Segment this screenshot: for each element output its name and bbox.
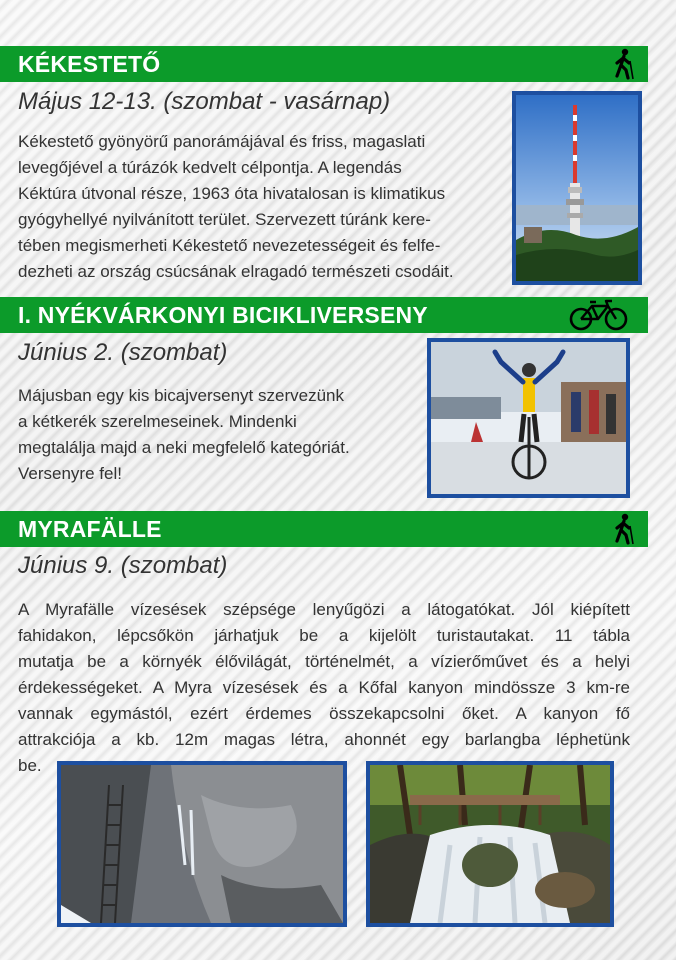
text-line: érdekességeket. A Myra vízesések és a Kőfal kanyon mindössze 3 km-re xyxy=(18,678,630,697)
text-line: a kétkerék szerelmeseinek. Mindenki xyxy=(18,412,297,431)
event-description xyxy=(18,383,418,487)
text-line: Májusban egy kis bicajversenyt szervezünk xyxy=(18,386,344,405)
text-line: megtalálja majd a neki megfelelő kategóriát. xyxy=(18,438,350,457)
waterfall-photo xyxy=(366,761,614,927)
text-line: Kékestető gyönyörű panorámájával és friss, magaslati xyxy=(18,132,426,151)
event-date: Május 12-13. (szombat - vasárnap) xyxy=(18,88,391,115)
hiker-icon xyxy=(610,48,638,90)
text-line: gyógyhellyé nyilvánított terület. Szervezett túránk kere- xyxy=(18,210,431,229)
section-title: I. NYÉKVÁRKONYI BICIKLIVERSENY xyxy=(18,302,428,328)
canyon-ladder-photo xyxy=(57,761,347,927)
text-line: vannak egymástól, ezért érdemes összekapcsolni őket. A kanyon fő xyxy=(18,704,630,723)
event-description xyxy=(18,597,630,779)
text-line: attrakciója a kb. 12m magas létra, ahonnét egy barlangba léphetünk xyxy=(18,730,630,749)
event-date: Június 2. (szombat) xyxy=(18,339,228,366)
bicycle-icon xyxy=(568,298,630,342)
text-line: fahidakon, lépcsőkön járhatjuk be a kijelölt turistautakat. 11 tábla xyxy=(18,626,630,645)
section-title: KÉKESTETŐ xyxy=(18,51,161,77)
event-description xyxy=(18,129,508,285)
text-line: Versenyre fel! xyxy=(18,464,122,483)
text-line: A Myrafälle vízesések szépsége lenyűgözi a látogatókat. Jól kiépített xyxy=(18,600,630,619)
hiker-icon xyxy=(610,513,638,555)
section-banner-kekesteto xyxy=(0,46,648,82)
text-line: levegőjével a túrázók kedvelt célpontja. A legendás xyxy=(18,158,402,177)
text-line: Kéktúra útvonal része, 1963 óta hivatalosan is klimatikus xyxy=(18,184,446,203)
event-date: Június 9. (szombat) xyxy=(18,552,228,579)
tv-tower-photo xyxy=(512,91,642,285)
text-line: tében megismerheti Kékestető nevezetességeit és felfe- xyxy=(18,236,441,255)
section-banner-myrafalle xyxy=(0,511,648,547)
text-line: dezheti az ország csúcsának elragadó természeti csodáit. xyxy=(18,262,454,281)
text-line: mutatja be a környék élővilágát, történelmét, a vízierőművet és a helyi xyxy=(18,652,630,671)
section-banner-bicycle-race xyxy=(0,297,648,333)
section-title: MYRAFÄLLE xyxy=(18,516,162,542)
text-line: be. xyxy=(18,756,42,775)
cyclist-photo xyxy=(427,338,630,498)
